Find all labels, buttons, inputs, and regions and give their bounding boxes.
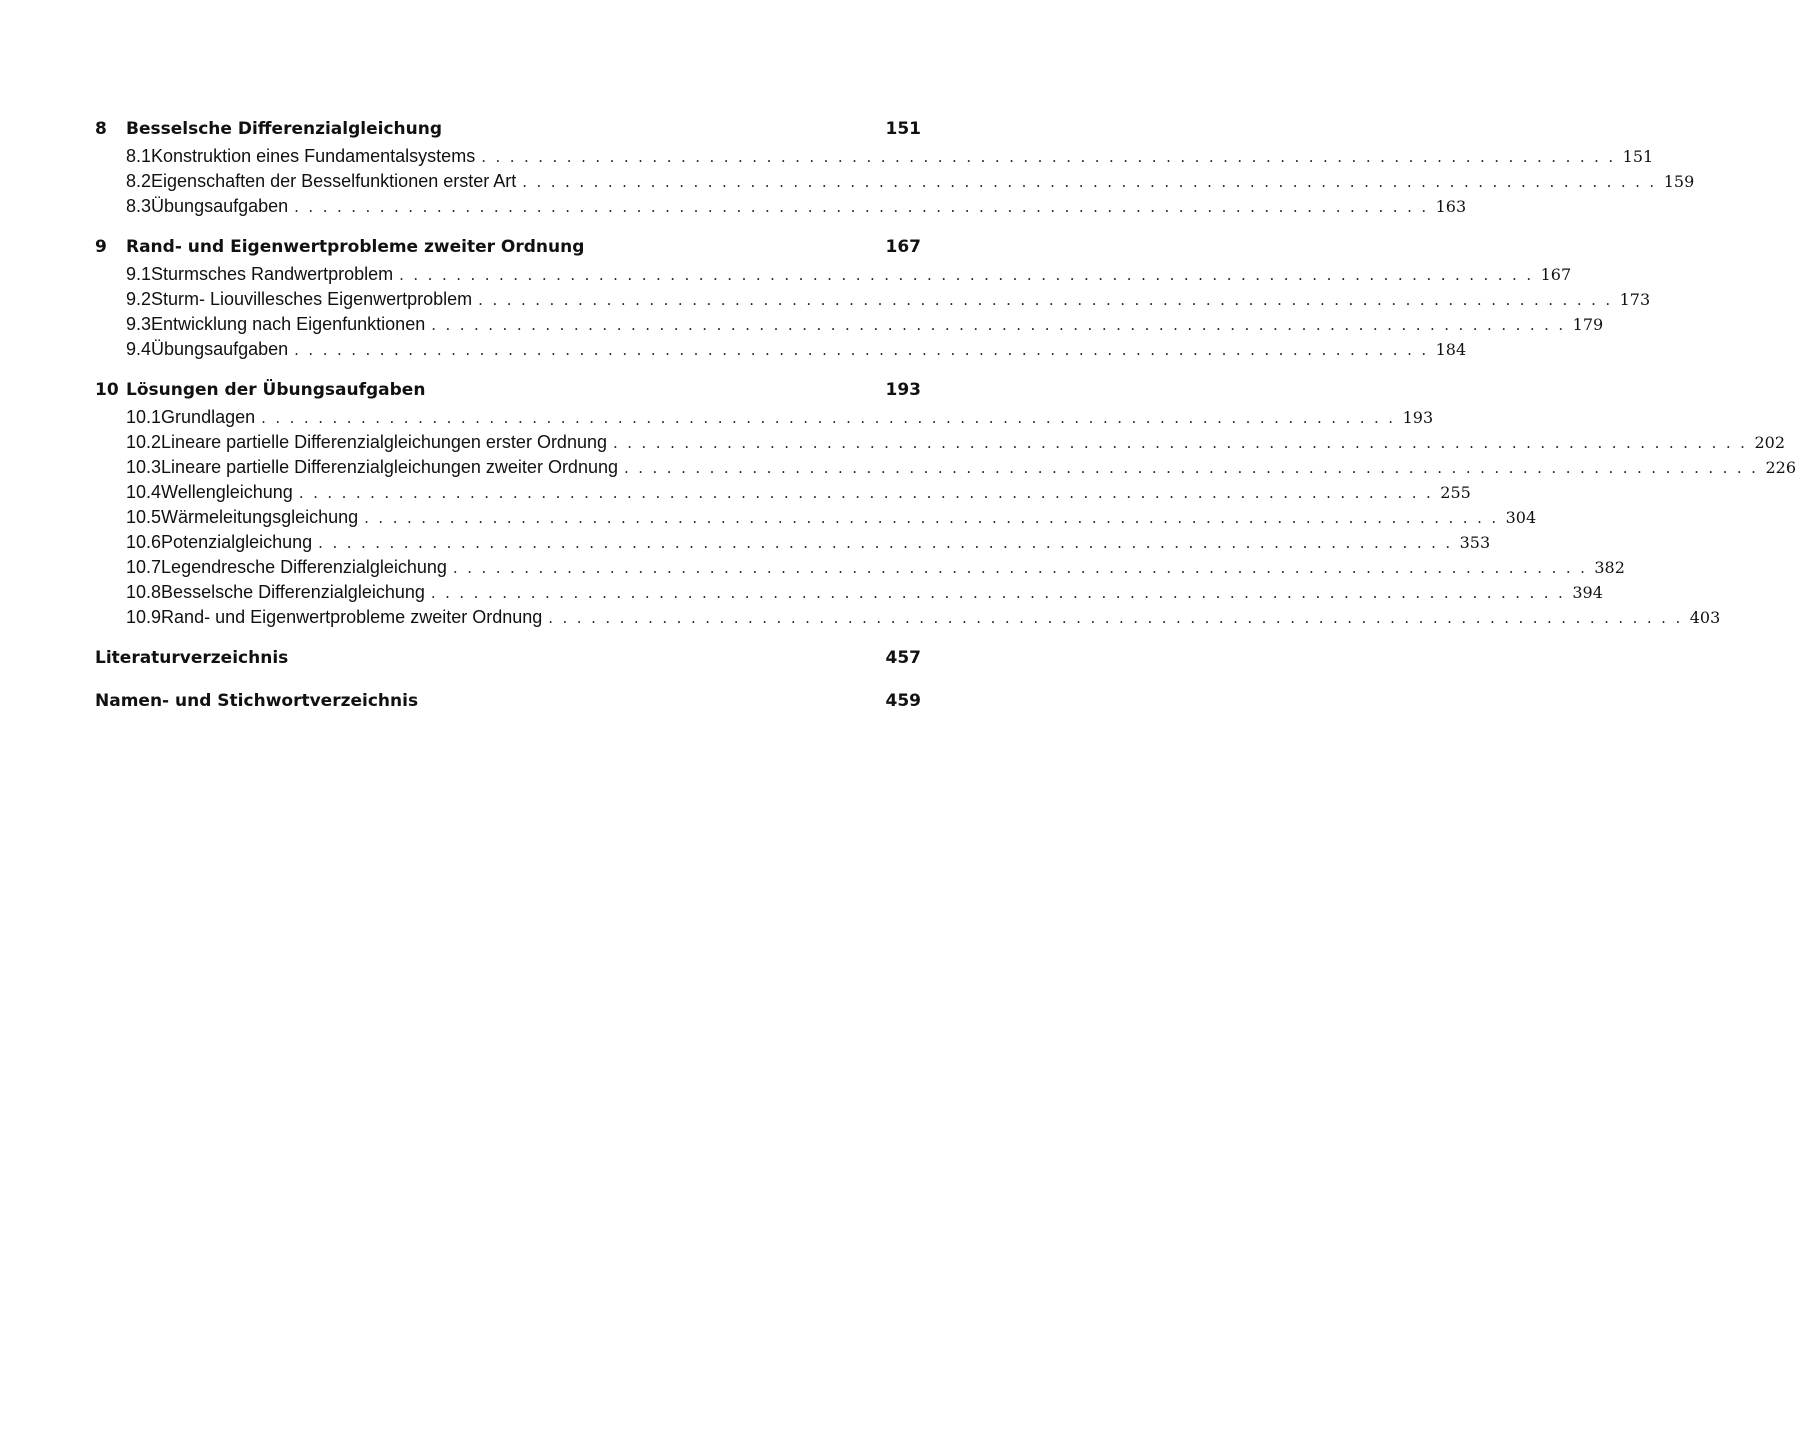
section-page-number: 163 [1435, 197, 1467, 216]
chapter-page-number: 167 [885, 237, 921, 257]
dot-leader: ................................................................................ [294, 341, 1436, 359]
section-number: 9.3 [126, 314, 152, 334]
section-title: Grundlagen [161, 407, 256, 427]
section-number: 8.3 [126, 196, 152, 216]
section-number: 10.7 [126, 557, 162, 577]
dot-leader: ................................................................................ [478, 291, 1620, 309]
toc-chapter [95, 691, 921, 718]
section-title: Lineare partielle Differenzialgleichungen erster Ordnung [161, 432, 607, 452]
section-number: 10.8 [126, 582, 162, 602]
dot-leader: ................................................................................ [624, 459, 1766, 477]
chapter-title: Besselsche Differenzialgleichung [126, 119, 443, 139]
toc-section-entry[interactable] [95, 507, 1537, 532]
section-number: 9.2 [126, 289, 152, 309]
dot-leader: ................................................................................ [261, 409, 1403, 427]
chapter-page-number: 193 [885, 380, 921, 400]
toc-section-entry[interactable] [95, 264, 1572, 289]
section-page-number: 202 [1754, 433, 1785, 452]
chapter-title: Rand- und Eigenwertprobleme zweiter Ordnung [126, 237, 585, 257]
section-number: 8.2 [126, 171, 152, 191]
section-number: 8.1 [126, 146, 152, 166]
section-title: Eigenschaften der Besselfunktionen erster Art [151, 171, 517, 191]
section-number: 9.1 [126, 264, 152, 284]
section-page-number: 167 [1540, 265, 1572, 284]
toc-section-entry[interactable] [95, 407, 1434, 432]
section-page-number: 179 [1572, 315, 1604, 334]
chapter-page-number: 151 [885, 119, 921, 139]
section-number: 10.9 [126, 607, 162, 627]
section-title: Konstruktion eines Fundamentalsystems [151, 146, 476, 166]
toc-section-entry[interactable] [95, 171, 1695, 196]
dot-leader: ................................................................................ [522, 173, 1664, 191]
toc-section-entry[interactable] [95, 339, 1467, 364]
section-page-number: 394 [1572, 583, 1603, 602]
section-number: 10.2 [126, 432, 162, 452]
section-title: Wärmeleitungsgleichung [161, 507, 359, 527]
section-page-number: 193 [1402, 408, 1434, 427]
toc-section-entry[interactable] [95, 607, 1721, 632]
dot-leader: ................................................................................ [294, 198, 1436, 216]
dot-leader: ................................................................................ [318, 534, 1460, 552]
section-page-number: 159 [1663, 172, 1695, 191]
chapter-number: 10 [95, 380, 119, 400]
section-number: 10.6 [126, 532, 162, 552]
section-page-number: 304 [1505, 508, 1537, 527]
section-title: Besselsche Differenzialgleichung [161, 582, 425, 602]
section-page-number: 255 [1440, 483, 1471, 502]
section-page-number: 226 [1765, 458, 1796, 477]
chapter-number: 8 [95, 119, 107, 139]
chapter-title: Literaturverzeichnis [95, 648, 289, 668]
section-page-number: 151 [1622, 147, 1654, 166]
toc-section-entry[interactable] [95, 432, 1785, 457]
section-title: Sturmsches Randwertproblem [151, 264, 394, 284]
dot-leader: ................................................................................ [364, 509, 1506, 527]
toc-section-entry[interactable] [95, 457, 1796, 482]
chapter-title: Namen- und Stichwortverzeichnis [95, 691, 419, 711]
toc-section-entry[interactable] [95, 289, 1651, 314]
section-number: 10.3 [126, 457, 162, 477]
toc-section-entry[interactable] [95, 582, 1603, 607]
toc-chapter [95, 237, 1651, 364]
section-title: Übungsaufgaben [151, 339, 289, 359]
section-page-number: 403 [1689, 608, 1721, 627]
chapter-heading[interactable] [95, 237, 921, 264]
dot-leader: ................................................................................ [548, 609, 1690, 627]
section-title: Potenzialgleichung [161, 532, 313, 552]
section-title: Übungsaufgaben [151, 196, 289, 216]
chapter-heading[interactable] [95, 119, 921, 146]
section-page-number: 353 [1459, 533, 1491, 552]
table-of-contents [95, 119, 1796, 734]
dot-leader: ................................................................................ [613, 434, 1755, 452]
chapter-page-number: 459 [885, 691, 921, 711]
toc-section-entry[interactable] [95, 557, 1625, 582]
dot-leader: ................................................................................ [452, 559, 1595, 577]
section-page-number: 382 [1594, 558, 1625, 577]
section-title: Sturm- Liouvillesches Eigenwertproblem [151, 289, 473, 309]
chapter-title: Lösungen der Übungsaufgaben [126, 380, 426, 400]
dot-leader: ................................................................................ [430, 584, 1573, 602]
chapter-number: 9 [95, 237, 107, 257]
section-title: Lineare partielle Differenzialgleichungen zweiter Ordnung [161, 457, 618, 477]
chapter-heading[interactable] [95, 380, 921, 407]
section-title: Wellengleichung [161, 482, 293, 502]
toc-chapter [95, 119, 1695, 221]
dot-leader: ................................................................................ [431, 316, 1573, 334]
toc-section-entry[interactable] [95, 314, 1604, 339]
toc-section-entry[interactable] [95, 146, 1654, 171]
section-number: 10.1 [126, 407, 162, 427]
toc-section-entry[interactable] [95, 482, 1471, 507]
section-title: Entwicklung nach Eigenfunktionen [151, 314, 426, 334]
chapter-heading[interactable] [95, 648, 921, 675]
section-page-number: 173 [1619, 290, 1651, 309]
section-number: 10.5 [126, 507, 162, 527]
toc-section-entry[interactable] [95, 532, 1491, 557]
dot-leader: ................................................................................ [298, 484, 1441, 502]
dot-leader: ................................................................................ [399, 266, 1541, 284]
section-number: 10.4 [126, 482, 162, 502]
toc-section-entry[interactable] [95, 196, 1467, 221]
chapter-heading[interactable] [95, 691, 921, 718]
section-page-number: 184 [1435, 340, 1467, 359]
toc-chapter [95, 380, 1796, 632]
toc-chapter [95, 648, 921, 675]
section-title: Legendresche Differenzialgleichung [161, 557, 447, 577]
chapter-page-number: 457 [885, 648, 921, 668]
section-number: 9.4 [126, 339, 152, 359]
dot-leader: ................................................................................ [481, 148, 1623, 166]
section-title: Rand- und Eigenwertprobleme zweiter Ordnung [161, 607, 543, 627]
